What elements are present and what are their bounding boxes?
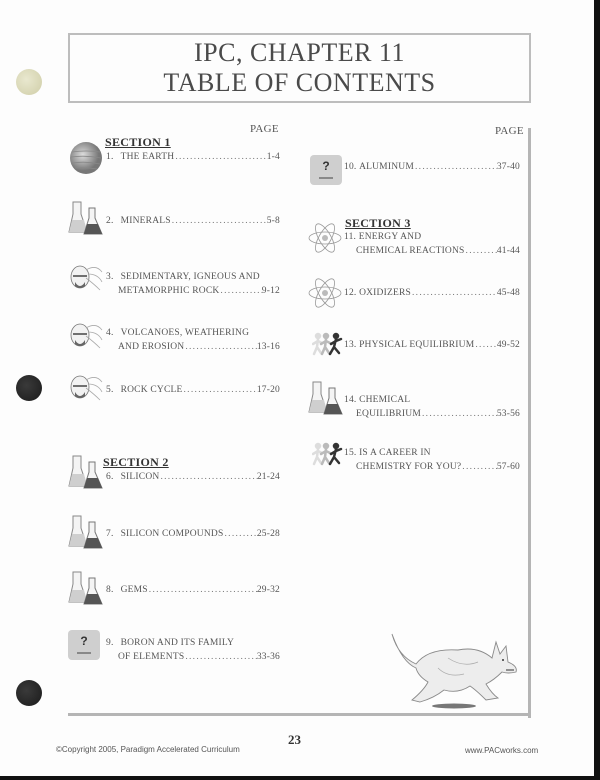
entry-title: SILICON COMPOUNDS xyxy=(120,529,224,539)
left-page-header: PAGE xyxy=(250,123,279,135)
toc-entry[interactable]: 15. IS A CAREER IN CHEMISTRY FOR YOU? ..... 57-60 xyxy=(344,446,520,474)
toc-entry[interactable]: 6. SILICON ..... 21-24 xyxy=(106,470,280,484)
website-link[interactable]: www.PACworks.com xyxy=(465,746,539,755)
toc-entry[interactable]: 7. SILICON COMPOUNDS ..... 25-28 xyxy=(106,527,280,541)
scientist-icon xyxy=(68,320,104,352)
toc-entry[interactable]: 13. PHYSICAL EQUILIBRIUM ..... 49-52 xyxy=(344,338,520,352)
title-box xyxy=(68,33,531,103)
entry-title-line-2: CHEMICAL REACTIONS xyxy=(356,246,465,256)
entry-title: THE EARTH xyxy=(120,152,175,162)
entry-pages: 17-20 xyxy=(256,385,280,395)
entry-title-line-1: SEDIMENTARY, IGNEOUS AND xyxy=(120,272,260,282)
title-line-1: IPC, CHAPTER 11 xyxy=(194,38,405,67)
binder-hole-middle xyxy=(16,375,42,401)
entry-title-line-1: BORON AND ITS FAMILY xyxy=(120,638,235,648)
frame-border-right xyxy=(528,128,531,718)
entry-title-line-1: IS A CAREER IN xyxy=(359,448,431,458)
entry-pages: 41-44 xyxy=(496,246,520,256)
entry-title-line-2: METAMORPHIC ROCK xyxy=(118,286,220,296)
toc-entry[interactable]: 2. MINERALS ..... 5-8 xyxy=(106,214,280,228)
title-line-2: TABLE OF CONTENTS xyxy=(163,68,436,97)
entry-title: ALUMINUM xyxy=(359,162,414,172)
entry-title-line-1: CHEMICAL xyxy=(359,395,411,405)
scientist-icon xyxy=(68,372,104,404)
flask-icon xyxy=(68,200,104,236)
entry-title-line-1: ENERGY AND xyxy=(358,232,422,242)
entry-pages: 13-16 xyxy=(256,342,280,352)
binder-hole-top xyxy=(16,69,42,95)
entry-pages: 21-24 xyxy=(256,472,280,482)
right-page-header: PAGE xyxy=(495,125,524,137)
flask-icon xyxy=(308,380,344,416)
entry-title: SILICON xyxy=(120,472,160,482)
puzzle-icon: ? xyxy=(68,630,100,660)
entry-title: MINERALS xyxy=(120,216,171,226)
entry-title: PHYSICAL EQUILIBRIUM xyxy=(359,340,475,350)
section-3-heading: SECTION 3 xyxy=(345,216,411,230)
binder-hole-bottom xyxy=(16,680,42,706)
toc-entry[interactable]: 9. BORON AND ITS FAMILY OF ELEMENTS ..... 33-36 xyxy=(106,636,280,664)
toc-entry[interactable]: 14. CHEMICAL EQUILIBRIUM ..... 53-56 xyxy=(344,393,520,421)
toc-entry[interactable]: 10. ALUMINUM ..... 37-40 xyxy=(344,160,520,174)
toc-entry[interactable]: 3. SEDIMENTARY, IGNEOUS AND METAMORPHIC ROCK ..... 9-12 xyxy=(106,270,280,298)
entry-pages: 1-4 xyxy=(266,152,280,162)
entry-pages: 9-12 xyxy=(261,286,280,296)
entry-title-line-2: CHEMISTRY FOR YOU? xyxy=(356,462,462,472)
entry-title: OXIDIZERS xyxy=(359,288,411,298)
entry-title-line-2: OF ELEMENTS xyxy=(118,652,185,662)
entry-pages: 53-56 xyxy=(496,409,520,419)
page-number: 23 xyxy=(288,732,301,747)
toc-entry[interactable]: 4. VOLCANOES, WEATHERING AND EROSION ..... 13-16 xyxy=(106,326,280,354)
entry-pages: 5-8 xyxy=(266,216,280,226)
wolf-illustration-icon xyxy=(388,628,523,710)
entry-pages: 33-36 xyxy=(256,652,280,662)
atom-icon xyxy=(307,275,343,311)
toc-entry[interactable]: 11. ENERGY AND CHEMICAL REACTIONS ..... 41-44 xyxy=(344,230,520,258)
entry-pages: 37-40 xyxy=(496,162,520,172)
toc-entry[interactable]: 5. ROCK CYCLE ..... 17-20 xyxy=(106,383,280,397)
entry-pages: 45-48 xyxy=(496,288,520,298)
flask-icon xyxy=(68,514,104,550)
entry-title-line-1: VOLCANOES, WEATHERING xyxy=(120,328,250,338)
section-2-heading: SECTION 2 xyxy=(103,455,169,469)
scientist-icon xyxy=(68,262,104,294)
atom-icon xyxy=(307,220,343,256)
entry-pages: 29-32 xyxy=(256,585,280,595)
entry-title: ROCK CYCLE xyxy=(120,385,183,395)
toc-entry[interactable]: 1. THE EARTH ..... 1-4 xyxy=(106,150,280,164)
puzzle-icon: ? xyxy=(310,155,342,185)
runners-icon xyxy=(312,442,346,468)
entry-title: GEMS xyxy=(120,585,148,595)
toc-entry[interactable]: 8. GEMS ..... 29-32 xyxy=(106,583,280,597)
entry-pages: 25-28 xyxy=(256,529,280,539)
frame-border-bottom xyxy=(68,713,531,716)
flask-icon xyxy=(68,570,104,606)
entry-title-line-2: AND EROSION xyxy=(118,342,185,352)
runners-icon xyxy=(312,332,346,358)
planet-icon xyxy=(68,140,104,176)
entry-title-line-2: EQUILIBRIUM xyxy=(356,409,421,419)
entry-pages: 49-52 xyxy=(496,340,520,350)
flask-icon xyxy=(68,454,104,490)
toc-entry[interactable]: 12. OXIDIZERS ..... 45-48 xyxy=(344,286,520,300)
copyright-text: ©Copyright 2005, Paradigm Accelerated Curriculum xyxy=(56,745,240,754)
entry-pages: 57-60 xyxy=(496,462,520,472)
section-1-heading: SECTION 1 xyxy=(105,135,171,149)
